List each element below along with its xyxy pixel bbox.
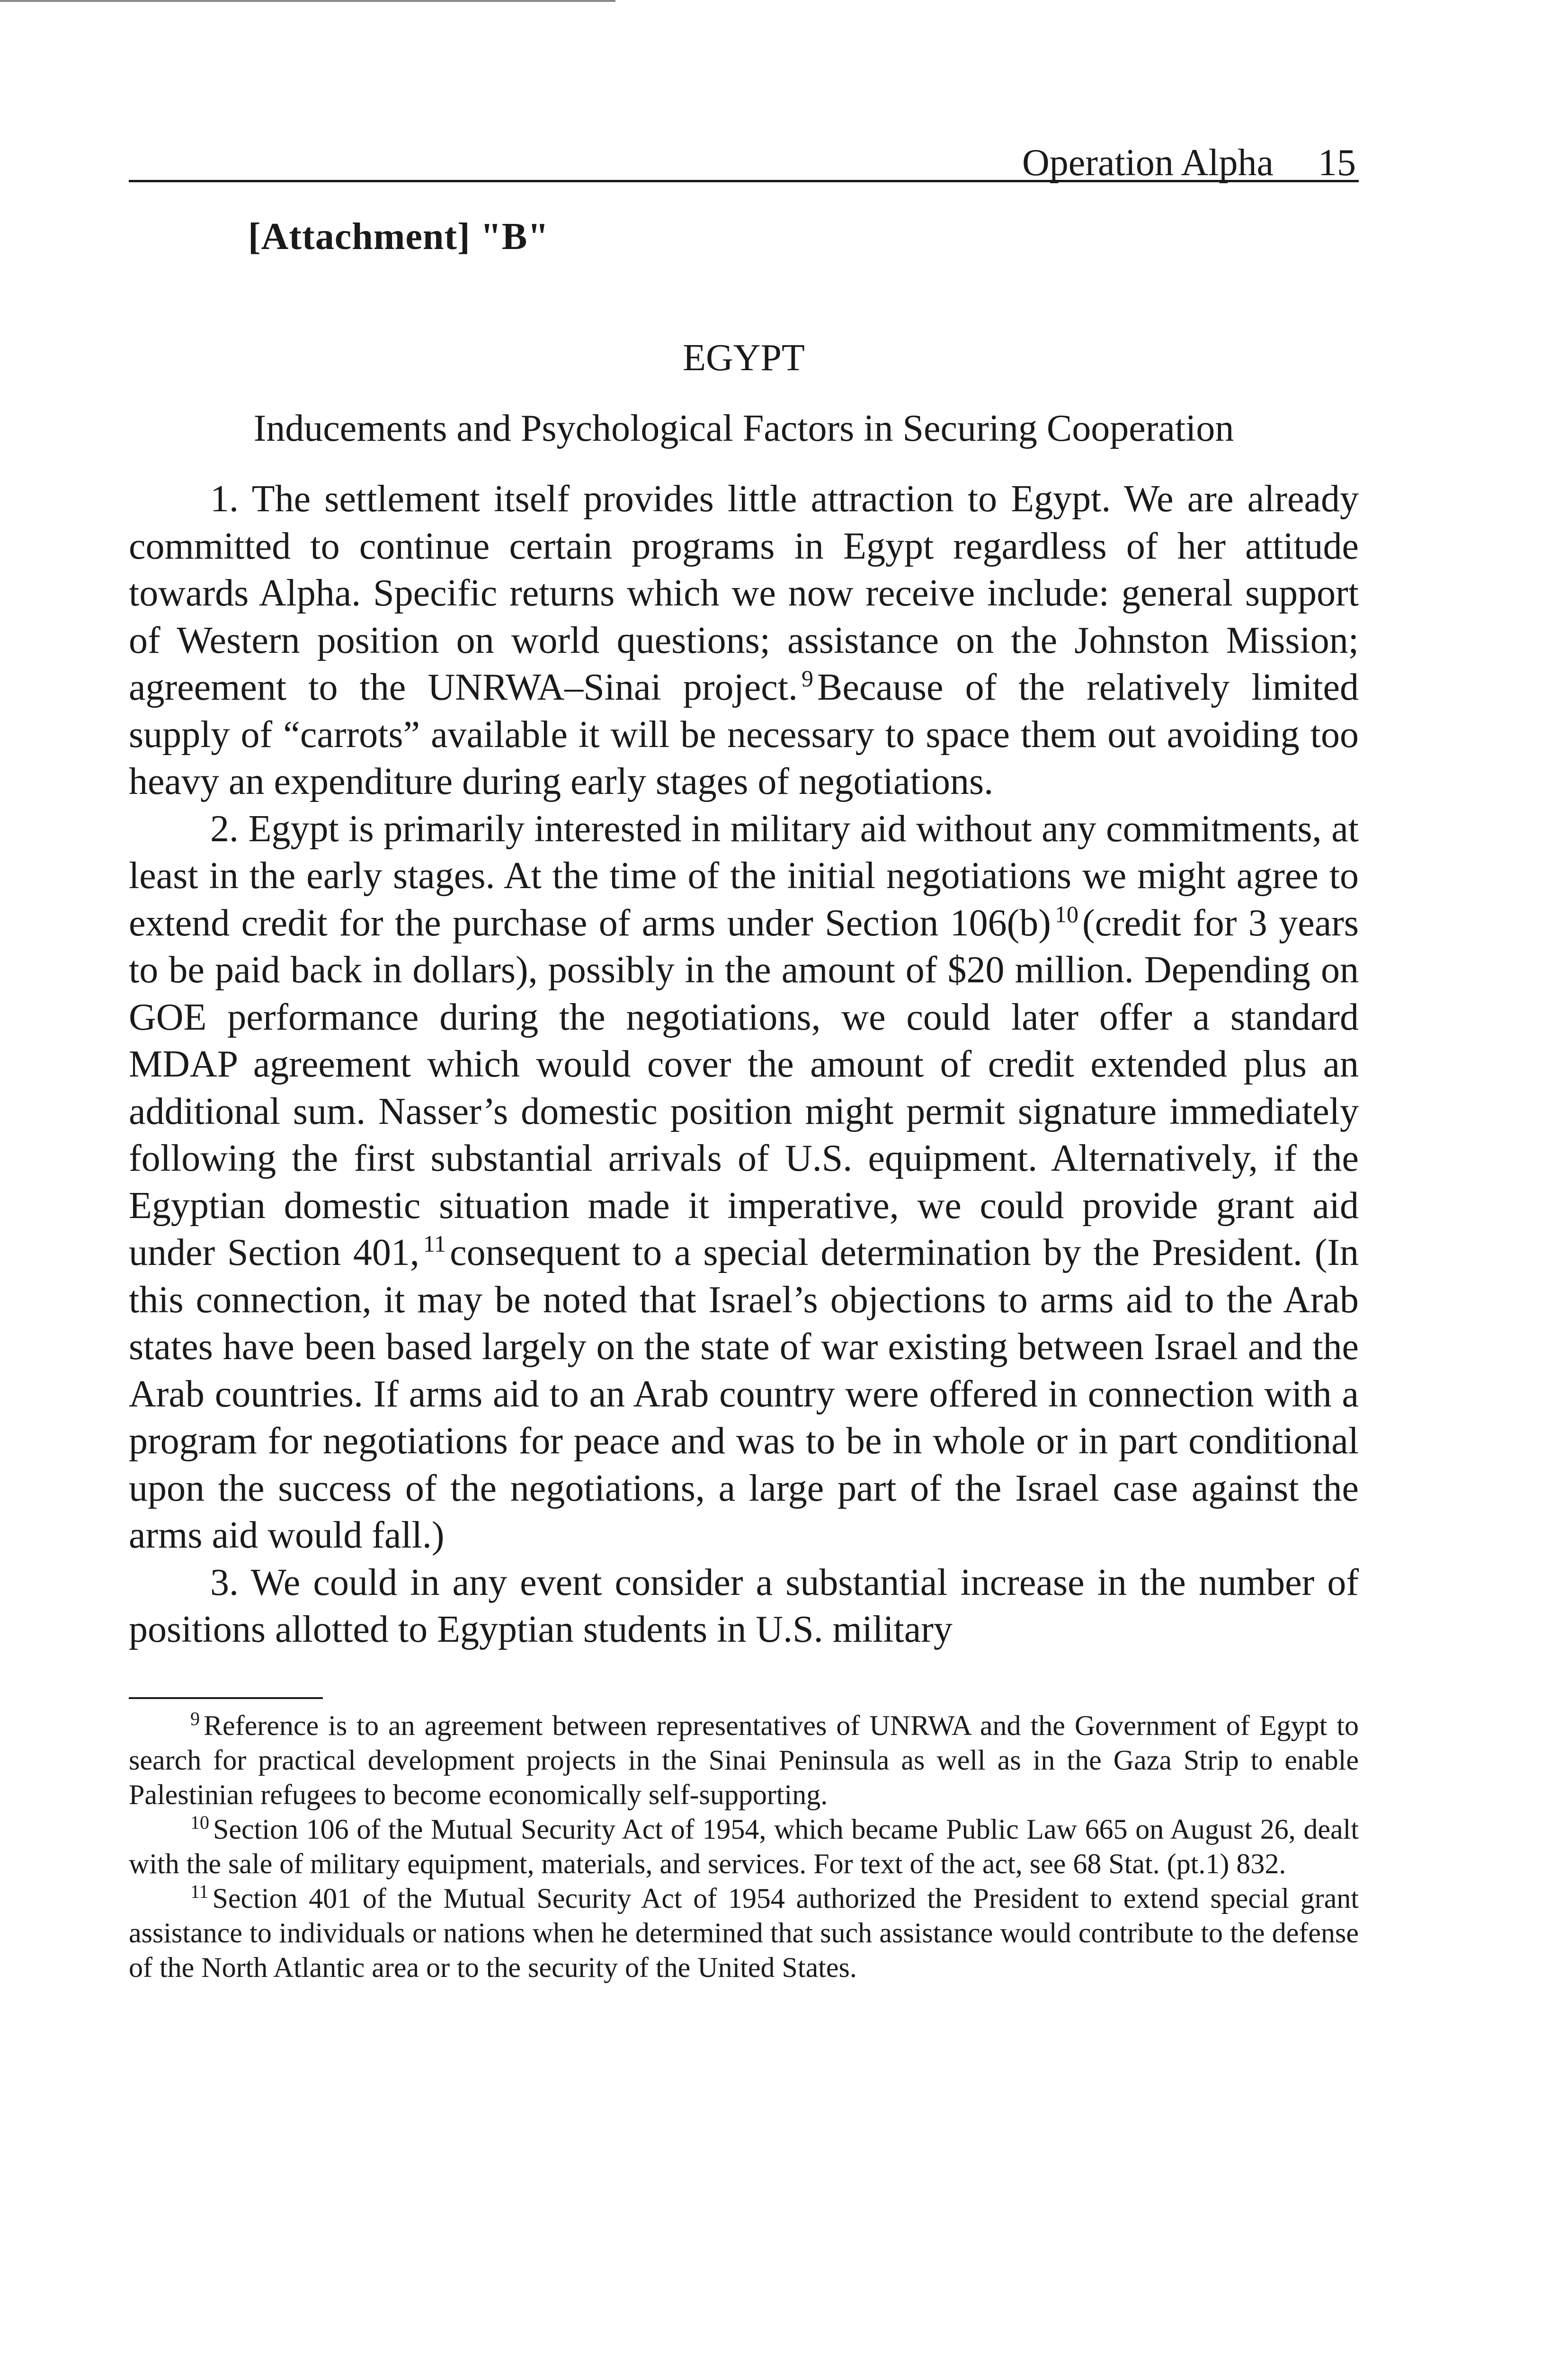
page-number: 15 xyxy=(1318,142,1356,184)
footnote-10 xyxy=(129,1812,1359,1881)
footnotes xyxy=(129,1709,1359,1985)
footnote-text: Reference is to an agreement between representatives of UNRWA and the Government of Egypt to search for practical development projects in the Sinai Peninsula as well as in the Gaza Strip to enable Palestinian refugees to become economically self-supporting. xyxy=(129,1709,1359,1810)
paragraph-1-text-b: Because of the relatively limited supply of “carrots” available it will be necessary to space them out avoiding too heavy an expenditure during early stages of negotiations. xyxy=(129,667,1359,802)
footnote-mark: 9 xyxy=(190,1708,200,1729)
paragraph-1 xyxy=(129,476,1359,806)
footnote-ref-9: 9 xyxy=(801,665,813,692)
paragraph-3-text-a: 3. We could in any event consider a substantial increase in the number of positions allotted to Egyptian students in U.S. military xyxy=(129,1561,1359,1650)
running-head xyxy=(129,128,1359,182)
footnote-text: Section 106 of the Mutual Security Act of 1954, which became Public Law 665 on August 26, dealt with the sale of military equipment, materials, and services. For text of the act, see 68 Stat. (pt.1) 832. xyxy=(129,1813,1359,1879)
document-page xyxy=(129,128,1359,1985)
footnote-mark: 11 xyxy=(190,1880,209,1902)
paragraph-2-text-a: 2. Egypt is primarily interested in military aid without any commitments, at least in the early stages. At the time of the initial negotiations we might agree to extend credit for the purchase of arms under Section 106(b) xyxy=(129,808,1359,944)
scan-edge-rule xyxy=(0,0,615,2)
footnote-ref-11: 11 xyxy=(423,1230,446,1257)
footnote-divider xyxy=(129,1697,323,1699)
paragraph-1-text-a: 1. The settlement itself provides little attraction to Egypt. We are already committed to continue certain programs in Egypt regardless of her attitude towards Alpha. Specific returns which we now receive include: general support of Western position on world questions; assistance on the Johnston Mission; agreement to the UNRWA–Sinai project. xyxy=(129,478,1359,708)
footnote-mark: 10 xyxy=(190,1811,209,1833)
section-heading: EGYPT xyxy=(683,337,805,379)
paragraph-3 xyxy=(129,1559,1359,1654)
paragraph-2 xyxy=(129,806,1359,1559)
body-text xyxy=(129,476,1359,1654)
paragraph-2-text-b: (credit for 3 years to be paid back in dollars), possibly in the amount of $20 million. Depending on GOE performance during the negotiations, we could later offer a standard MDAP agreement which would cover the amount of credit extended plus an additional sum. Nasser’s domestic position might permit signature immediately following the first substantial arrivals of U.S. equipment. Alternatively, if the Egyptian domestic situation made it imperative, we could provide grant aid under Section 401, xyxy=(129,902,1359,1273)
attachment-label: [Attachment] "B" xyxy=(248,216,549,258)
footnote-9 xyxy=(129,1709,1359,1812)
footnote-ref-10: 10 xyxy=(1054,900,1078,927)
section-subheading: Inducements and Psychological Factors in Securing Cooperation xyxy=(253,408,1234,449)
footnote-11 xyxy=(129,1881,1359,1985)
paragraph-2-text-c: consequent to a special determination by the President. (In this connection, it may be noted that Israel’s objections to arms aid to the Arab states have been based largely on the state of war existing between Israel and the Arab countries. If arms aid to an Arab country were offered in connection with a program for negotiations for peace and was to be in whole or in part conditional upon the success of the negotiations, a large part of the Israel case against the arms aid would fall.) xyxy=(129,1232,1359,1556)
footnote-text: Section 401 of the Mutual Security Act of 1954 authorized the President to extend special grant assistance to individuals or nations when he determined that such assistance would contribute to the defense of the North Atlantic area or to the security of the United States. xyxy=(129,1882,1359,1983)
running-head-title: Operation Alpha xyxy=(1022,142,1274,184)
